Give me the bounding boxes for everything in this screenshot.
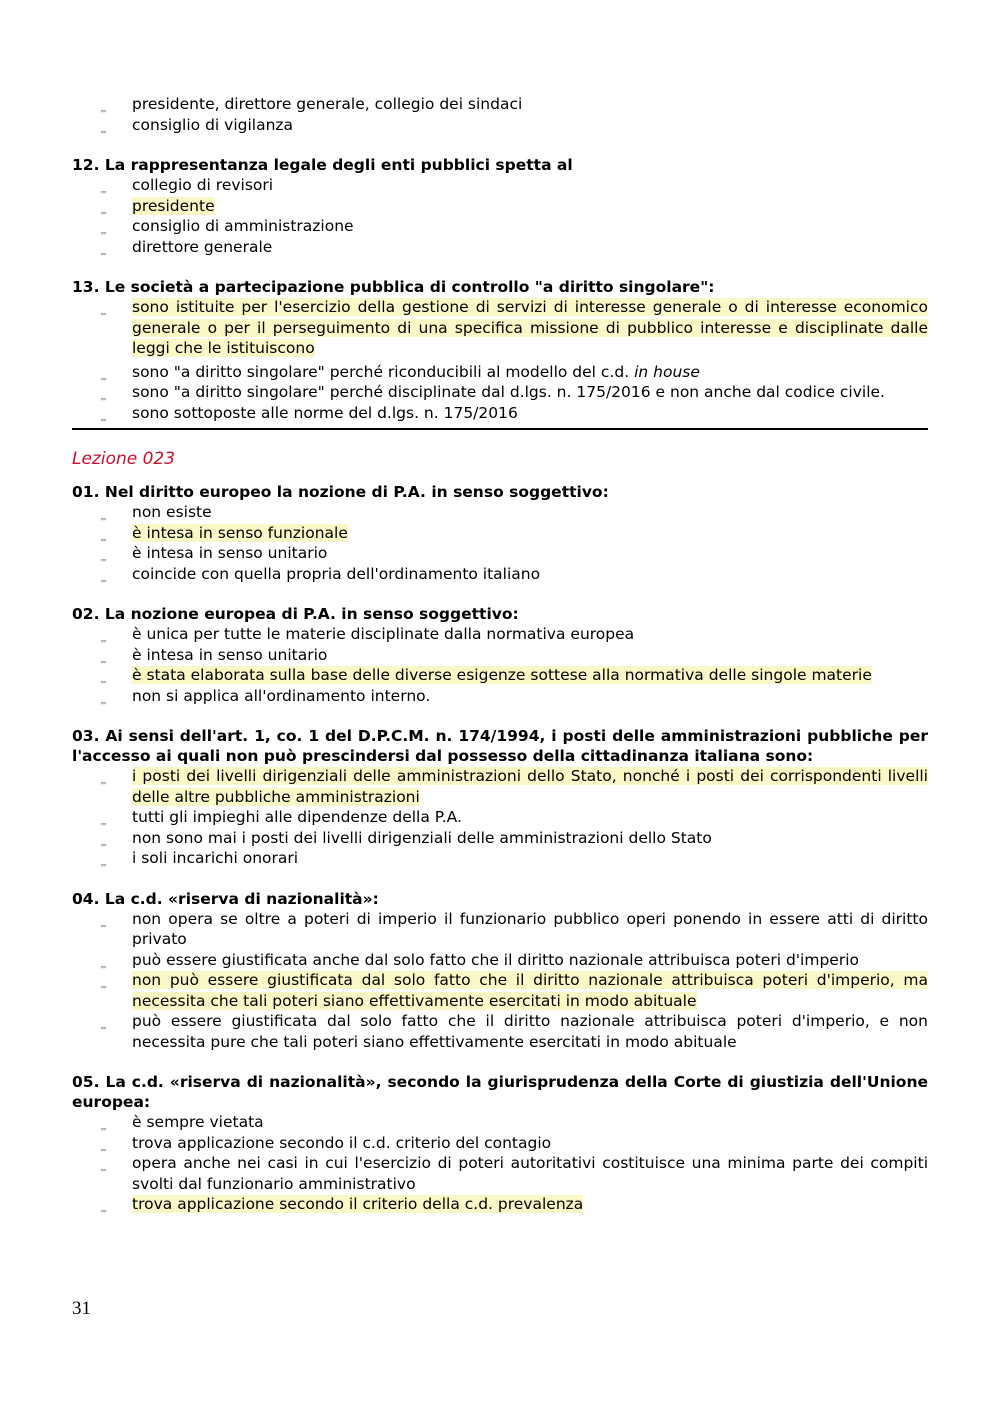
answer-option: ‗ non si applica all'ordinamento interno. xyxy=(72,686,928,707)
bullet-icon: ‗ xyxy=(101,916,106,928)
question-title: 05. La c.d. «riserva di nazionalità», secondo la giurisprudenza della Corte di giustizia dell'Unione europea: xyxy=(72,1073,928,1111)
option-list xyxy=(72,297,928,423)
bullet-icon: ‗ xyxy=(101,856,106,867)
correct-answer-option: ‗ sono istituite per l'esercizio della gestione di servizi di interesse generale o di interesse economico generale o per il perseguimento di una specifica missione di pubblico interesse e disciplinate dalle leggi che le istituiscono xyxy=(101,298,928,357)
bullet-icon: ‗ xyxy=(101,224,106,235)
document-page xyxy=(72,94,928,1235)
answer-option: ‗ non sono mai i posti dei livelli dirigenziali delle amministrazioni dello Stato xyxy=(72,828,928,849)
answer-option: ‗ sono "a diritto singolare" perché riconducibili al modello del c.d. in house xyxy=(72,362,928,383)
lesson-heading: Lezione 023 xyxy=(72,449,176,469)
question-04 xyxy=(72,889,928,1053)
correct-answer-option: ‗ non può essere giustificata dal solo fatto che il diritto nazionale attribuisca poteri d'imperio, ma necessita che tali poteri siano effettivamente esercitati in modo abituale xyxy=(101,971,928,1010)
question-02 xyxy=(72,604,928,706)
answer-option: ‗ consiglio di vigilanza xyxy=(72,115,928,136)
bullet-icon: ‗ xyxy=(101,835,106,847)
option-list xyxy=(72,1112,928,1215)
bullet-icon: ‗ xyxy=(101,571,106,583)
bullet-icon: ‗ xyxy=(101,203,106,215)
bullet-icon: ‗ xyxy=(101,815,106,826)
bullet-icon: ‗ xyxy=(101,510,106,521)
bullet-icon: ‗ xyxy=(101,122,106,134)
correct-answer-option: ‗ è stata elaborata sulla base delle diverse esigenze sottese alla normativa delle singole materie xyxy=(72,665,928,686)
answer-option: ‗ opera anche nei casi in cui l'esercizio di poteri autoritativi costituisce una minima parte dei compiti svolti dal funzionario amministrativo xyxy=(101,1154,928,1193)
answer-option: ‗ tutti gli impieghi alle dipendenze della P.A. xyxy=(72,807,928,828)
bullet-icon: ‗ xyxy=(101,1120,106,1131)
bullet-icon: ‗ xyxy=(101,774,106,785)
question-13 xyxy=(72,277,928,423)
answer-option: ‗ collegio di revisori xyxy=(72,175,928,196)
answer-option: ‗ trova applicazione secondo il c.d. criterio del contagio xyxy=(72,1133,928,1154)
option-list xyxy=(72,175,928,257)
option-list xyxy=(72,766,928,869)
bullet-icon: ‗ xyxy=(101,1202,106,1213)
bullet-icon: ‗ xyxy=(101,183,106,194)
correct-answer-option: ‗ è intesa in senso funzionale xyxy=(72,523,928,544)
bullet-icon: ‗ xyxy=(101,102,106,113)
section-divider xyxy=(72,428,928,430)
option-list xyxy=(72,94,928,135)
question-05 xyxy=(72,1072,928,1215)
answer-option: ‗ è sempre vietata xyxy=(72,1112,928,1133)
question-title: 03. Ai sensi dell'art. 1, co. 1 del D.P.C.M. n. 174/1994, i posti delle amministrazioni pubbliche per l'accesso ai quali non può prescindersi dal possesso della cittadinanza italiana sono: xyxy=(72,727,928,765)
correct-answer-option: ‗ trova applicazione secondo il criterio della c.d. prevalenza xyxy=(72,1194,928,1215)
question-title: 12. La rappresentanza legale degli enti pubblici spetta al xyxy=(72,156,573,174)
question-title: 02. La nozione europea di P.A. in senso soggettivo: xyxy=(72,605,519,623)
question-title: 04. La c.d. «riserva di nazionalità»: xyxy=(72,889,379,908)
bullet-icon: ‗ xyxy=(101,1140,106,1152)
answer-option: ‗ i soli incarichi onorari xyxy=(72,848,928,869)
question-03 xyxy=(72,726,928,869)
bullet-icon: ‗ xyxy=(101,369,106,381)
answer-option: ‗ direttore generale xyxy=(72,237,928,258)
question-title: 13. Le società a partecipazione pubblica di controllo "a diritto singolare": xyxy=(72,278,715,296)
bullet-icon: ‗ xyxy=(101,1019,106,1030)
page-number: 31 xyxy=(72,1298,91,1319)
answer-option: ‗ è unica per tutte le materie disciplinate dalla normativa europea xyxy=(72,624,928,645)
answer-option: ‗ non opera se oltre a poteri di imperio il funzionario pubblico operi ponendo in essere atti di diritto privato xyxy=(101,909,928,948)
answer-option: ‗ sono "a diritto singolare" perché disciplinate dal d.lgs. n. 175/2016 e non anche dal codice civile. xyxy=(72,382,928,403)
bullet-icon: ‗ xyxy=(101,244,106,256)
bullet-icon: ‗ xyxy=(101,673,106,684)
bullet-icon: ‗ xyxy=(101,530,106,542)
bullet-icon: ‗ xyxy=(101,957,106,969)
answer-option: ‗ consiglio di amministrazione xyxy=(72,216,928,237)
bullet-icon: ‗ xyxy=(101,1161,106,1172)
answer-option: ‗ non esiste xyxy=(72,502,928,523)
question-12 xyxy=(72,155,928,257)
bullet-icon: ‗ xyxy=(101,632,106,643)
bullet-icon: ‗ xyxy=(101,693,106,705)
answer-option: ‗ è intesa in senso unitario xyxy=(72,645,928,666)
bullet-icon: ‗ xyxy=(101,305,106,316)
question-title: 01. Nel diritto europeo la nozione di P.A. in senso soggettivo: xyxy=(72,483,609,501)
answer-option: ‗ sono sottoposte alle norme del d.lgs. n. 175/2016 xyxy=(72,403,928,424)
answer-option: ‗ è intesa in senso unitario xyxy=(72,543,928,564)
option-list xyxy=(72,502,928,584)
correct-answer-option: ‗ presidente xyxy=(72,196,928,217)
answer-option: ‗ può essere giustificata dal solo fatto che il diritto nazionale attribuisca poteri d'imperio, e non necessita pure che tali poteri siano effettivamente esercitati in modo abituale xyxy=(101,1012,928,1051)
correct-answer-option: ‗ i posti dei livelli dirigenziali delle amministrazioni dello Stato, nonché i posti dei corrispondenti livelli delle altre pubbliche amministrazioni xyxy=(101,767,928,806)
bullet-icon: ‗ xyxy=(101,652,106,664)
bullet-icon: ‗ xyxy=(101,410,106,422)
answer-option: ‗ coincide con quella propria dell'ordinamento italiano xyxy=(72,564,928,585)
answer-option: ‗ può essere giustificata anche dal solo fatto che il diritto nazionale attribuisca poteri d'imperio xyxy=(72,950,928,971)
option-list xyxy=(72,909,928,1053)
option-list xyxy=(72,624,928,706)
bullet-icon: ‗ xyxy=(101,551,106,562)
bullet-icon: ‗ xyxy=(101,390,106,401)
bullet-icon: ‗ xyxy=(101,978,106,989)
question-01 xyxy=(72,482,928,584)
answer-option: ‗ presidente, direttore generale, collegio dei sindaci xyxy=(72,94,928,115)
